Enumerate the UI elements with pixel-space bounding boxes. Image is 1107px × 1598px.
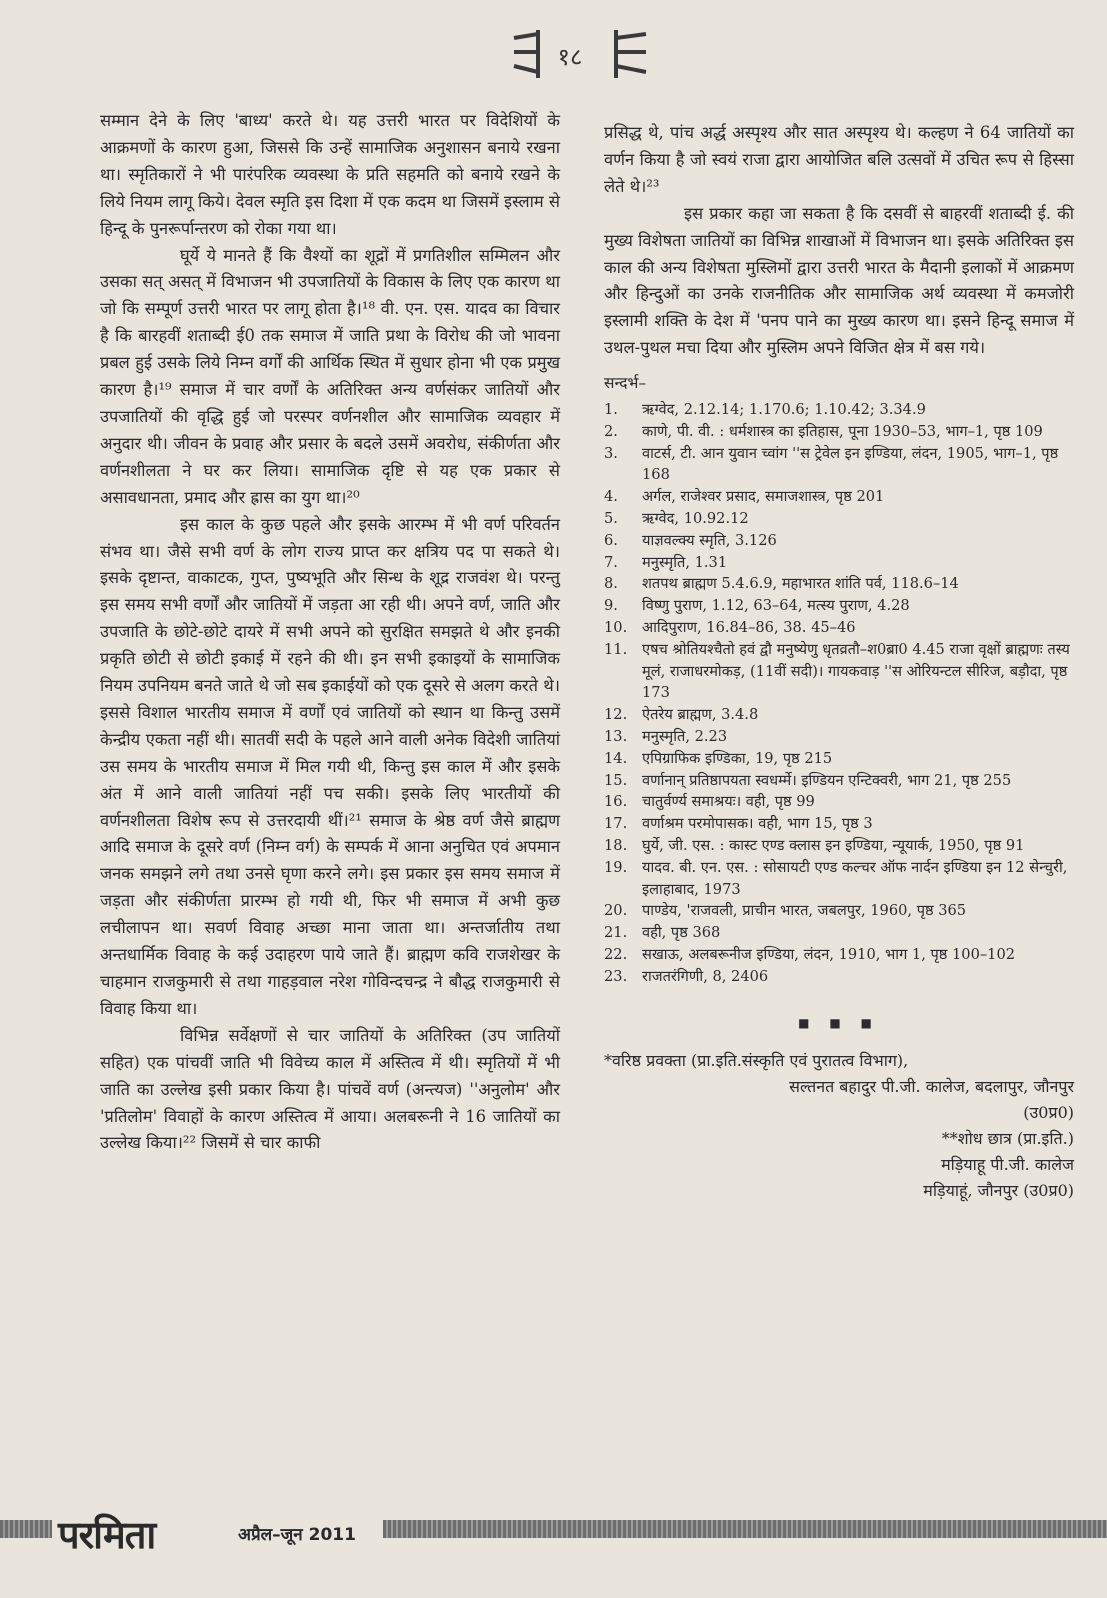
footer-bar-right bbox=[383, 1520, 1107, 1538]
reference-item bbox=[604, 944, 1074, 966]
affiliation-1-line-1: *वरिष्ठ प्रवक्ता (प्रा.इति.संस्कृति एवं पुरातत्व विभाग), bbox=[604, 1051, 909, 1071]
reference-text: आदिपुराण, 16.84–86, 38. 45–46 bbox=[642, 619, 856, 637]
reference-item bbox=[604, 748, 1074, 770]
reference-text: ऋग्वेद, 2.12.14; 1.170.6; 1.10.42; 3.34.9 bbox=[642, 401, 926, 419]
reference-number: 10. bbox=[604, 619, 628, 637]
reference-item bbox=[604, 857, 1074, 901]
reference-number: 15. bbox=[604, 771, 628, 789]
reference-text: सखाऊ, अलबरूनीज इण्डिया, लंदन, 1910, भाग 1, पृष्ठ 100–102 bbox=[642, 945, 1016, 963]
reference-text: मनुस्मृति, 1.31 bbox=[642, 553, 728, 571]
reference-text: वर्णानान् प्रतिष्ठापयता स्वधर्म्मे। इण्डियन एन्टिक्वरी, भाग 21, पृष्ठ 255 bbox=[642, 771, 1012, 789]
reference-number: 9. bbox=[604, 597, 618, 615]
reference-number: 21. bbox=[604, 924, 628, 942]
reference-item bbox=[604, 399, 1074, 421]
references-list bbox=[604, 399, 1074, 988]
affiliation-2-line-2: मड़ियाहू पी.जी. कालेज bbox=[941, 1155, 1074, 1175]
footer-issue-date: अप्रैल–जून 2011 bbox=[238, 1525, 356, 1545]
reference-number: 14. bbox=[604, 749, 628, 767]
affiliation-1-line-3: (उ0प्र0) bbox=[1023, 1103, 1074, 1123]
reference-number: 3. bbox=[604, 444, 618, 462]
reference-text: एपिग्राफिक इण्डिका, 19, पृष्ठ 215 bbox=[642, 749, 833, 767]
reference-number: 6. bbox=[604, 531, 618, 549]
reference-number: 18. bbox=[604, 837, 628, 854]
reference-item bbox=[604, 573, 1074, 595]
reference-item bbox=[604, 486, 1074, 508]
left-paragraph-4: विभिन्न सर्वेक्षणों से चार जातियों के अतिरिक्त (उप जातियों सहित) एक पांचवीं जाति भी विवेच्य काल में अस्तित्व में थी। स्मृतियों में भी जाति का उल्लेख इसी प्रकार किया है। पांचवें वर्ण (अन्त्यज) ''अनुलोम' और 'प्रतिलोम' विवाहों के कारण अस्तित्व में आया। अलबरूनी ने 16 जातियों का उल्लेख किया।²² जिसमें से चार काफी bbox=[100, 1025, 560, 1153]
reference-text: यादव. बी. एन. एस. : सोसायटी एण्ड कल्चर ऑफ नार्दन इण्डिया इन 12 सेन्चुरी, इलाहाबाद, 1973 bbox=[642, 858, 1068, 898]
header-ornament-right-icon bbox=[610, 30, 650, 78]
reference-number: 13. bbox=[604, 728, 628, 746]
end-marks: ■ ■ ■ bbox=[798, 1015, 880, 1030]
reference-item bbox=[604, 639, 1074, 704]
reference-number: 16. bbox=[604, 793, 628, 811]
reference-text: ऐतरेय ब्राह्मण, 3.4.8 bbox=[642, 706, 759, 724]
reference-item bbox=[604, 552, 1074, 574]
reference-text: काणे, पी. वी. : धर्मशास्त्र का इतिहास, पूना 1930–53, भाग–1, पृष्ठ 109 bbox=[642, 422, 1043, 440]
reference-item bbox=[604, 595, 1074, 617]
left-column bbox=[100, 108, 560, 1157]
right-column bbox=[604, 120, 1074, 1204]
reference-text: ऋग्वेद, 10.92.12 bbox=[642, 510, 749, 528]
right-paragraph-2: इस प्रकार कहा जा सकता है कि दसवीं से बाहरवीं शताब्दी ई. की मुख्य विशेषता जातियों का विभिन्न शाखाओं में विभाजन था। इसके अतिरिक्त इस काल की अन्य विशेषता मुस्लिमों द्वारा उत्तरी भारत के मैदानी इलाकों में आक्रमण और हिन्दुओं का उनके राजनीतिक और सामाजिक अर्थ व्यवस्था में कमजोरी इस्लामी शक्ति के देश में 'पनप पाने का मुख्य कारण था। इसने हिन्दू समाज में उथल-पुथल मचा दिया और मुस्लिम अपने विजित क्षेत्र में बस गये। bbox=[604, 203, 1074, 358]
reference-number: 2. bbox=[604, 422, 618, 440]
left-paragraph-1: सम्मान देने के लिए 'बाध्य' करते थे। यह उत्तरी भारत पर विदेशियों के आक्रमणों के कारण हुआ, जिससे कि उन्हें सामाजिक अनुशासन बनाये रखना था। स्मृतिकारों ने भी पारंपरिक व्यवस्था के प्रति सहमति को बनाये रखने के लिये नियम लागू किये। देवल स्मृति इस दिशा में एक कदम था जिसमें इस्लाम से हिन्दू के पुनरूर्पान्तरण को रोका गया था। bbox=[100, 111, 560, 238]
footer-bar-left bbox=[0, 1520, 52, 1538]
reference-text: अर्गल, राजेश्वर प्रसाद, समाजशास्त्र, पृष्ठ 201 bbox=[642, 488, 885, 506]
reference-text: राजतरंगिणी, 8, 2406 bbox=[642, 967, 769, 985]
reference-text: वही, पृष्ठ 368 bbox=[642, 924, 721, 942]
reference-item bbox=[604, 421, 1074, 443]
reference-item bbox=[604, 726, 1074, 748]
reference-text: एषच श्रोतियश्चैतो हवं द्वौ मनुष्येणु धृतव्रतौ–श0ब्रा0 4.45 राजा वृक्षों ब्राह्मणः तस्य मूलं, राजाधरमोकड़, (11वीं सदी)। गायकवाड़ ''स ओरियन्टल सीरिज, बड़ौदा, पृष्ठ 173 bbox=[642, 640, 1070, 702]
reference-text: पाण्डेय, 'राजवली, प्राचीन भारत, जबलपुर, 1960, पृष्ठ 365 bbox=[642, 902, 967, 920]
right-paragraph-1: प्रसिद्ध थे, पांच अर्द्ध अस्पृश्य और सात अस्पृश्य थे। कल्हण ने 64 जातियों का वर्णन किया है जो स्वयं राजा द्वारा आयोजित बलि उत्सवों में उचित रूप से हिस्सा लेते थे।²³ bbox=[604, 123, 1074, 196]
reference-item bbox=[604, 704, 1074, 726]
reference-number: 19. bbox=[604, 858, 628, 876]
reference-item bbox=[604, 508, 1074, 530]
reference-item bbox=[604, 617, 1074, 639]
reference-text: मनुस्मृति, 2.23 bbox=[642, 728, 728, 746]
reference-number: 1. bbox=[604, 401, 618, 419]
reference-item bbox=[604, 900, 1074, 922]
reference-text: याज्ञवल्क्य स्मृति, 3.126 bbox=[642, 531, 777, 549]
reference-text: विष्णु पुराण, 1.12, 63–64, मत्स्य पुराण, 4.28 bbox=[642, 597, 910, 615]
reference-item bbox=[604, 530, 1074, 552]
left-paragraph-3: इस काल के कुछ पहले और इसके आरम्भ में भी वर्ण परिवर्तन संभव था। जैसे सभी वर्ण के लोग राज्य प्राप्त कर क्षत्रिय पद पा सकते थे। इसके दृष्टान्त, वाकाटक, गुप्त, पुष्यभूति और सिन्ध के शूद्र राजवंश थे। परन्तु इस समय सभी वर्णों और जातियों में जड़ता आ रही थी। अपने वर्ण, जाति और उपजाति के छोटे-छोटे दायरे में सभी अपने को सुरक्षित समझते थे और इनकी प्रकृति छोटी से छोटी इकाई में रहने की थी। इन सभी इकाइयों के सामाजिक नियम उपनियम बनते जाते थे जो सब इकाईयों को एक दूसरे से अलग करते थे। इससे विशाल भारतीय समाज में वर्णों एवं जातियों को स्थान था किन्तु उसमें केन्द्रीय एकता नहीं थी। सातवीं सदी के पहले आने वाली अनेक विदेशी जातियां उस समय के भारतीय समाज में मिल गयी थी, किन्तु इस काल में और इसके अंत में आने वाली जातियां नहीं पच सकी। इसके लिए भारतीयों की वर्णनशीलता विशेष रूप से उत्तरदायी थीं।²¹ समाज के श्रेष्ठ वर्ण जैसे ब्राह्मण आदि समाज के दूसरे वर्ण (निम्न वर्ग) के सम्पर्क में आना अनुचित एवं अपमान जनक समझने लगे तथा उनसे घृणा करने लगे। इस प्रकार इस समय समाज में जड़ता और संकीर्णता प्रारम्भ हो गयी थी, फिर भी समाज में अभी कुछ लचीलापन था। सवर्ण विवाह अच्छा माना जाता था। अन्तर्जातीय तथा अन्तधार्मिक विवाह के कई उदाहरण पाये जाते हैं। ब्राह्मण कवि राजशेखर के चाहमान राजकुमारी से तथा गाहड़वाल नरेश गोविन्दचन्द्र ने बौद्ध राजकुमारी से विवाह किया था। bbox=[100, 514, 560, 1018]
page-number: १८ bbox=[557, 43, 583, 71]
left-paragraph-2: घूर्ये ये मानते हैं कि वैश्यों का शूद्रों में प्रगतिशील सम्मिलन और उसका सत् असत् में विभाजन भी उपजातियों के विकास के लिए एक कारण था जो कि सम्पूर्ण उत्तरी भारत पर लागू होता है।¹⁸ वी. एन. एस. यादव का विचार है कि बारहवीं शताब्दी ई0 तक समाज में जाति प्रथा के विरोध की जो भावना प्रबल हुई उसके लिये निम्न वर्गों की आर्थिक स्थित में सुधार होना भी एक प्रमुख कारण है।¹⁹ समाज में चार वर्णों के अतिरिक्त अन्य वर्णसंकर जातियों और उपजातियों की वृद्धि हुई जो परस्पर वर्णनशील और सामाजिक व्यवहार में अनुदार थी। जीवन के प्रवाह और प्रसार के बदले उसमें अवरोध, संकीर्णता और वर्णनशीलता ने घर कर लिया। सामाजिक दृष्टि से यह एक प्रकार से असावधानता, प्रमाद और ह्रास का युग था।²⁰ bbox=[100, 245, 560, 507]
reference-number: 23. bbox=[604, 967, 628, 985]
reference-number: 11. bbox=[604, 640, 628, 658]
reference-text: वाटर्स, टी. आन युवान च्वांग ''स ट्रेवेल इन इण्डिया, लंदन, 1905, भाग–1, पृष्ठ 168 bbox=[642, 444, 1059, 484]
reference-number: 5. bbox=[604, 510, 618, 528]
reference-number: 20. bbox=[604, 902, 628, 920]
references-heading: सन्दर्भ– bbox=[604, 374, 647, 393]
reference-item bbox=[604, 791, 1074, 813]
reference-number: 8. bbox=[604, 575, 618, 593]
reference-number: 17. bbox=[604, 815, 628, 833]
affiliation-2-line-3: मड़ियाहूं, जौनपुर (उ0प्र0) bbox=[923, 1181, 1074, 1201]
reference-number: 22. bbox=[604, 945, 628, 963]
reference-item bbox=[604, 835, 1074, 857]
reference-number: 12. bbox=[604, 706, 628, 724]
affiliation-1-line-2: सल्तनत बहादुर पी.जी. कालेज, बदलापुर, जौनपुर bbox=[789, 1077, 1074, 1097]
reference-item bbox=[604, 922, 1074, 944]
reference-number: 4. bbox=[604, 488, 618, 506]
reference-text: घुर्ये, जी. एस. : कास्ट एण्ड क्लास इन इण्डिया, न्यूयार्क, 1950, पृष्ठ 91 bbox=[642, 837, 1025, 854]
reference-text: चातुर्वर्ण्य समाश्रयः। वही, पृष्ठ 99 bbox=[642, 793, 815, 811]
reference-item bbox=[604, 966, 1074, 988]
reference-text: शतपथ ब्राह्मण 5.4.6.9, महाभारत शांति पर्व, 118.6–14 bbox=[642, 575, 959, 593]
reference-text: वर्णाश्रम परमोपासक। वही, भाग 15, पृष्ठ 3 bbox=[642, 815, 873, 833]
author-affiliations bbox=[604, 1048, 1074, 1204]
reference-item bbox=[604, 443, 1074, 487]
reference-number: 7. bbox=[604, 553, 618, 571]
reference-item bbox=[604, 813, 1074, 835]
affiliation-2-line-1: **शोध छात्र (प्रा.इति.) bbox=[941, 1129, 1074, 1149]
footer-magazine-title: परमिता bbox=[58, 1512, 156, 1557]
reference-item bbox=[604, 770, 1074, 792]
